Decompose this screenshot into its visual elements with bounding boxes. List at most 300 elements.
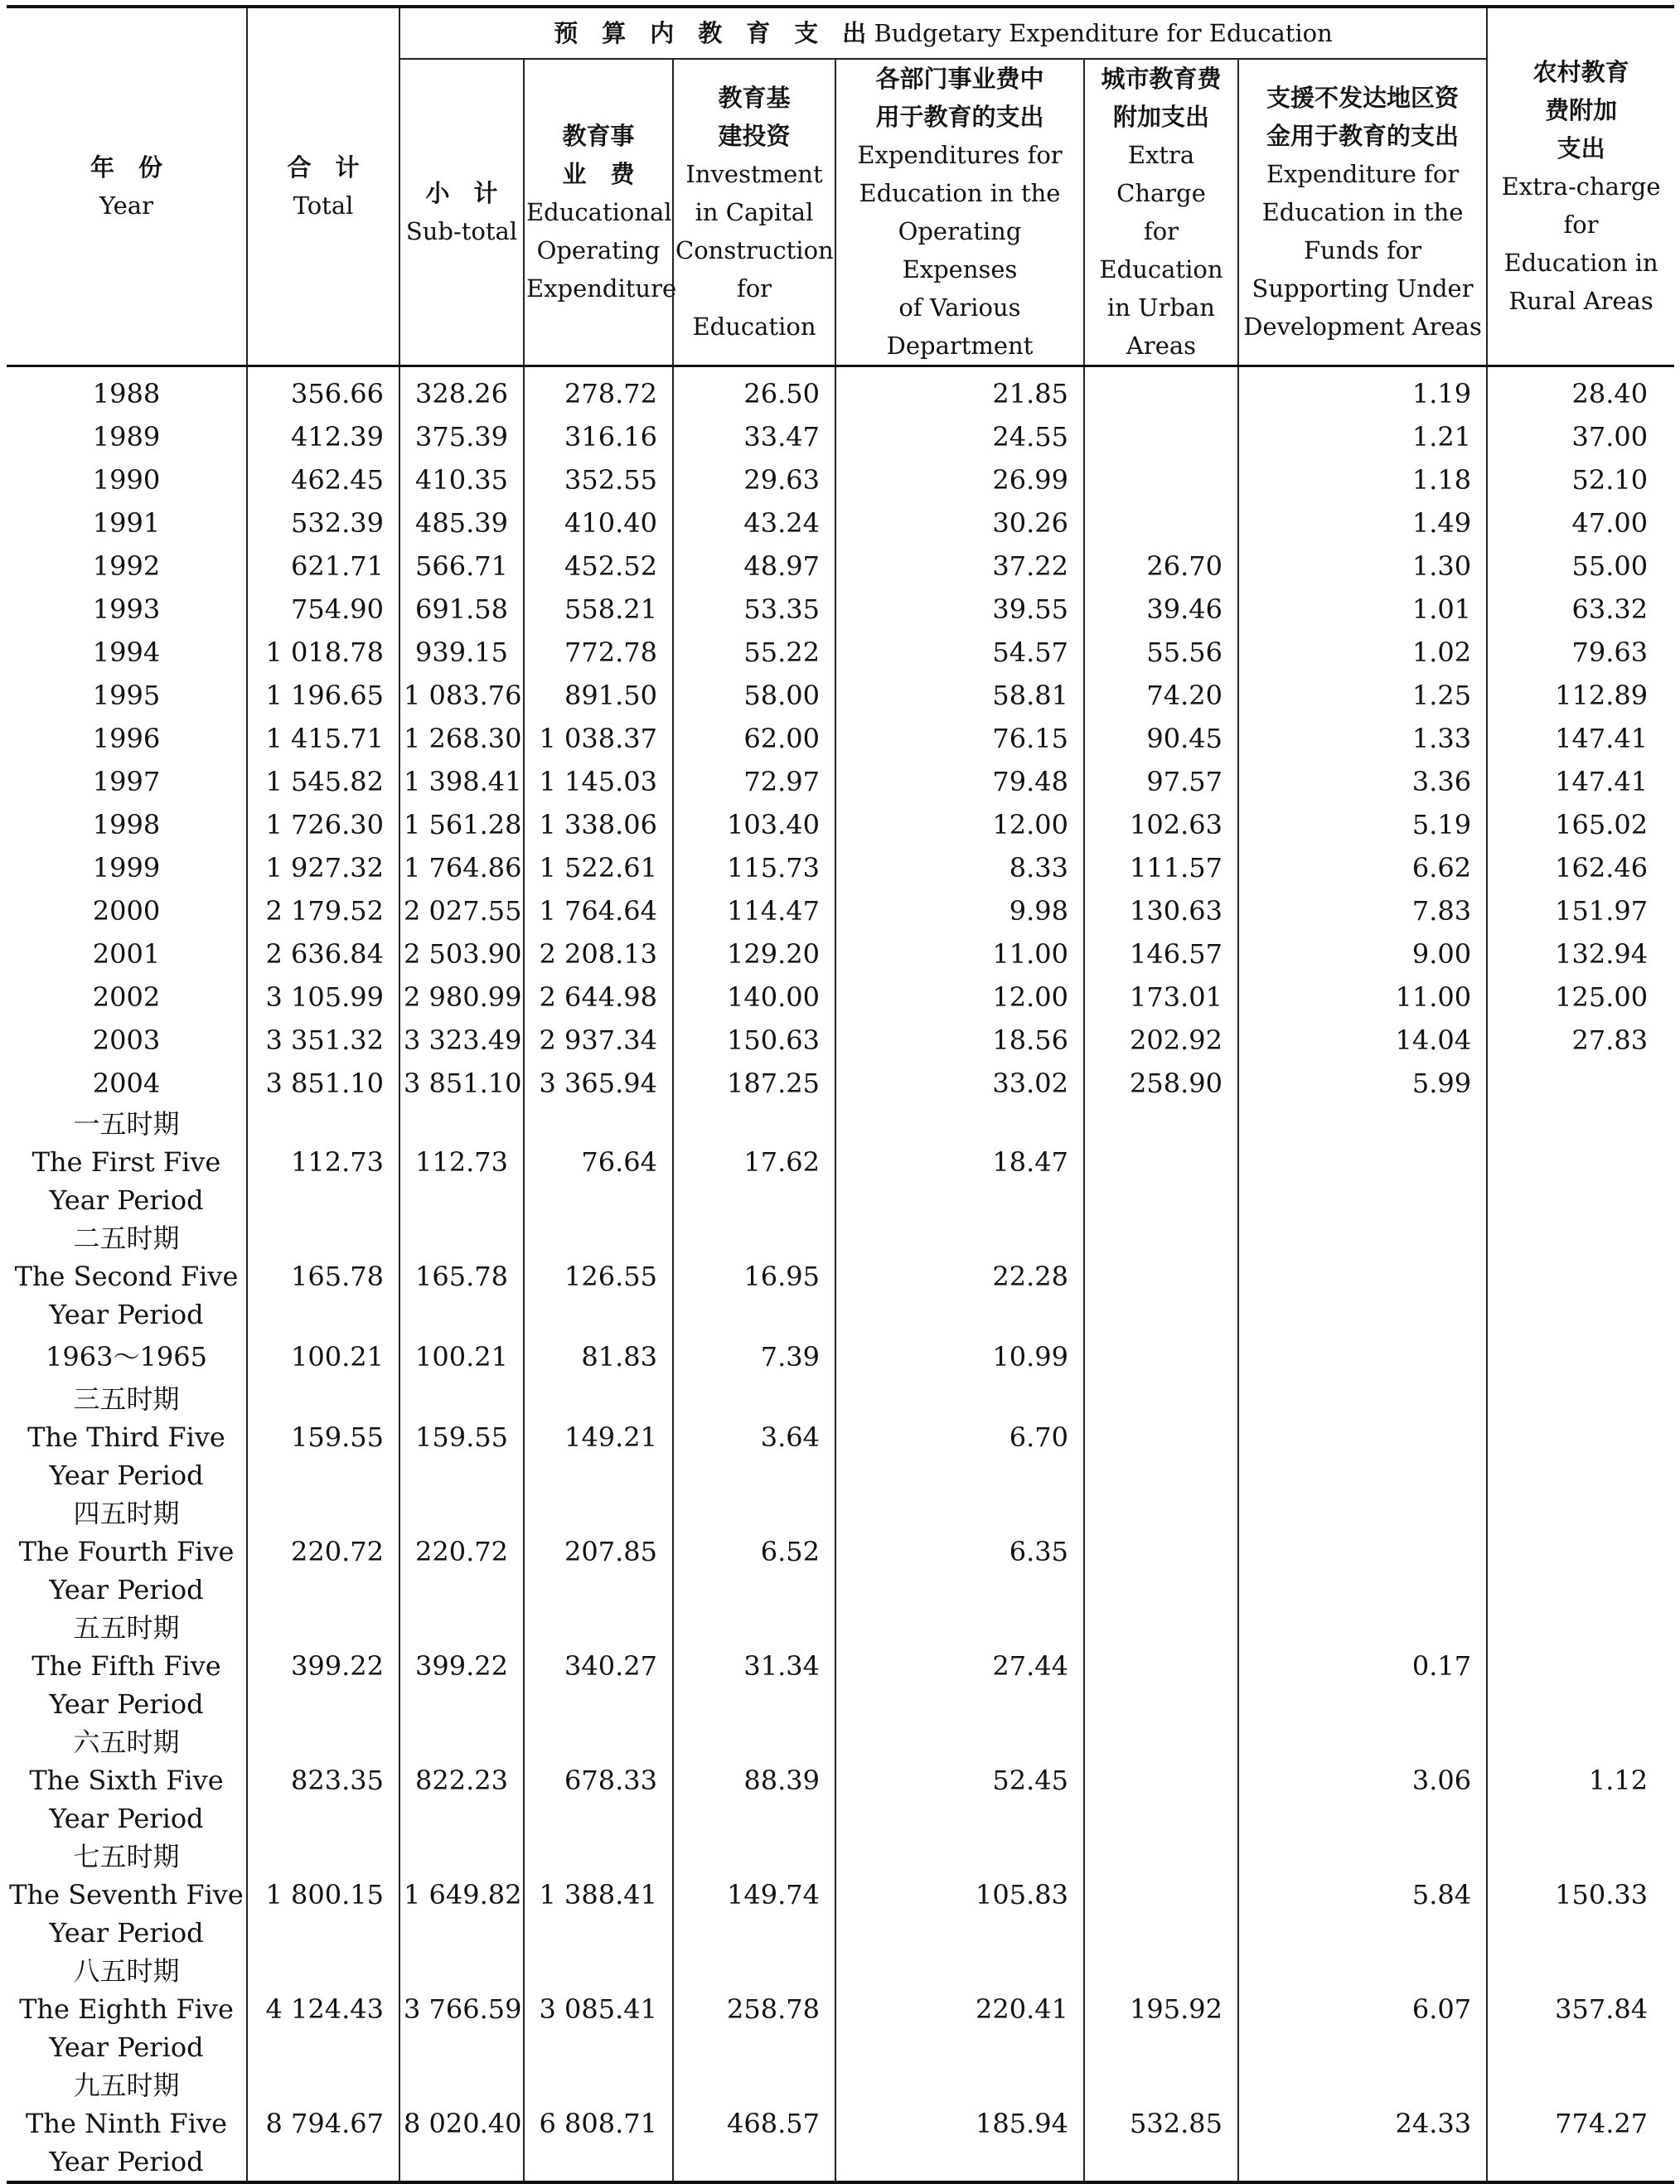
header-rural-zh3: 支出: [1557, 134, 1605, 162]
table-row: [7, 366, 1674, 416]
cell-value: 159.55: [247, 1380, 399, 1494]
table-row: [7, 1609, 1674, 1723]
cell-value: 220.41: [835, 1952, 1084, 2066]
cell-value: 29.63: [673, 458, 835, 501]
table-row: [7, 1380, 1674, 1494]
cell-value: 410.40: [524, 501, 673, 545]
header-operating-en3: Expenditure: [526, 274, 677, 303]
cell-value: 3 851.10: [399, 1062, 524, 1105]
table-row: [7, 501, 1674, 545]
cell-value: 1 083.76: [399, 674, 524, 717]
row-period-label: [7, 1952, 247, 2066]
cell-value: 8 794.67: [247, 2066, 399, 2182]
cell-value: 356.66: [247, 366, 399, 416]
cell-value: 1 764.64: [524, 889, 673, 932]
cell-value: 53.35: [673, 588, 835, 631]
cell-value: 258.78: [673, 1952, 835, 2066]
cell-value: 17.62: [673, 1105, 835, 1219]
cell-value: [1084, 458, 1238, 501]
header-year: [7, 7, 247, 366]
cell-value: 3 851.10: [247, 1062, 399, 1105]
cell-value: [1238, 1219, 1487, 1334]
cell-value: 11.00: [835, 932, 1084, 976]
cell-value: 2 208.13: [524, 932, 673, 976]
cell-value: [1487, 1609, 1674, 1723]
header-urban-zh2: 附加支出: [1112, 103, 1209, 131]
cell-value: 173.01: [1084, 976, 1238, 1019]
header-subtotal-zh: 小 计: [425, 179, 498, 207]
cell-value: 3 365.94: [524, 1062, 673, 1105]
cell-value: 37.00: [1487, 415, 1674, 458]
cell-value: 6.62: [1238, 846, 1487, 889]
table-row: [7, 717, 1674, 760]
cell-value: 187.25: [673, 1062, 835, 1105]
cell-value: 111.57: [1084, 846, 1238, 889]
cell-value: 1 018.78: [247, 631, 399, 674]
header-rural-en2: for: [1563, 211, 1599, 239]
cell-value: 3 766.59: [399, 1952, 524, 2066]
cell-value: [1084, 366, 1238, 416]
period-label-en2: Year Period: [49, 1184, 204, 1216]
cell-value: 195.92: [1084, 1952, 1238, 2066]
cell-value: 822.23: [399, 1723, 524, 1838]
header-underdeveloped-en3: Funds for: [1303, 236, 1422, 264]
cell-value: 114.47: [673, 889, 835, 932]
cell-value: 27.83: [1487, 1019, 1674, 1062]
cell-value: 3.64: [673, 1380, 835, 1494]
cell-value: [1487, 1380, 1674, 1494]
header-departments-en1: Expenditures for: [857, 141, 1063, 169]
cell-value: [1238, 1334, 1487, 1380]
cell-value: 3 323.49: [399, 1019, 524, 1062]
cell-value: 151.97: [1487, 889, 1674, 932]
cell-value: 202.92: [1084, 1019, 1238, 1062]
cell-value: [1084, 1494, 1238, 1609]
cell-value: [1084, 1380, 1238, 1494]
cell-value: 150.63: [673, 1019, 835, 1062]
cell-value: 410.35: [399, 458, 524, 501]
cell-value: 24.55: [835, 415, 1084, 458]
period-label-en1: The First Five: [31, 1146, 221, 1178]
cell-value: 462.45: [247, 458, 399, 501]
cell-value: 3.36: [1238, 760, 1487, 803]
row-year: 1999: [7, 846, 247, 889]
cell-value: 24.33: [1238, 2066, 1487, 2182]
cell-value: 1 338.06: [524, 803, 673, 846]
cell-value: 754.90: [247, 588, 399, 631]
cell-value: 88.39: [673, 1723, 835, 1838]
cell-value: 0.17: [1238, 1609, 1487, 1723]
cell-value: 2 179.52: [247, 889, 399, 932]
header-underdeveloped-en4: Supporting Under: [1252, 274, 1474, 303]
cell-value: 31.34: [673, 1609, 835, 1723]
cell-value: 26.70: [1084, 545, 1238, 588]
period-label-en1: The Eighth Five: [19, 1993, 234, 2025]
cell-value: 165.78: [247, 1219, 399, 1334]
cell-value: 532.85: [1084, 2066, 1238, 2182]
table-row: [7, 1219, 1674, 1334]
table-row: [7, 803, 1674, 846]
row-year: 2001: [7, 932, 247, 976]
cell-value: 165.02: [1487, 803, 1674, 846]
cell-value: 1 415.71: [247, 717, 399, 760]
row-year: 1996: [7, 717, 247, 760]
cell-value: 74.20: [1084, 674, 1238, 717]
cell-value: 162.46: [1487, 846, 1674, 889]
cell-value: [1487, 1062, 1674, 1105]
cell-value: 4 124.43: [247, 1952, 399, 2066]
period-label-en2: Year Period: [49, 1299, 204, 1330]
cell-value: [1084, 1723, 1238, 1838]
cell-value: 5.19: [1238, 803, 1487, 846]
header-departments-en4: of Various: [898, 293, 1021, 322]
table-row: [7, 976, 1674, 1019]
row-period-label: [7, 1723, 247, 1838]
period-label-en2: Year Period: [49, 2031, 204, 2063]
row-year: 1988: [7, 366, 247, 416]
cell-value: 47.00: [1487, 501, 1674, 545]
cell-value: 2 644.98: [524, 976, 673, 1019]
cell-value: 12.00: [835, 976, 1084, 1019]
cell-value: 2 027.55: [399, 889, 524, 932]
row-period-label: [7, 1494, 247, 1609]
period-label-zh: 一五时期: [73, 1108, 180, 1140]
header-year-zh: 年 份: [90, 153, 162, 182]
cell-value: 55.00: [1487, 545, 1674, 588]
header-capital: [673, 59, 835, 366]
cell-value: 112.73: [399, 1105, 524, 1219]
cell-value: 939.15: [399, 631, 524, 674]
cell-value: 105.83: [835, 1838, 1084, 1952]
table-row: [7, 932, 1674, 976]
cell-value: 140.00: [673, 976, 835, 1019]
cell-value: [1084, 1334, 1238, 1380]
period-label-en2: Year Period: [49, 1460, 204, 1491]
cell-value: [1084, 1219, 1238, 1334]
cell-value: 52.10: [1487, 458, 1674, 501]
cell-value: 43.24: [673, 501, 835, 545]
row-year: 2003: [7, 1019, 247, 1062]
cell-value: 468.57: [673, 2066, 835, 2182]
cell-value: 62.00: [673, 717, 835, 760]
cell-value: 33.02: [835, 1062, 1084, 1105]
row-year: 1998: [7, 803, 247, 846]
cell-value: 28.40: [1487, 366, 1674, 416]
period-label-en1: The Fourth Five: [18, 1536, 235, 1567]
cell-value: 1.01: [1238, 588, 1487, 631]
cell-value: 8 020.40: [399, 2066, 524, 2182]
header-urban-en1: Extra Charge: [1116, 141, 1206, 207]
cell-value: 100.21: [247, 1334, 399, 1380]
header-operating: [524, 59, 677, 366]
cell-value: 823.35: [247, 1723, 399, 1838]
header-rural-en3: Education in: [1503, 249, 1658, 277]
cell-value: [1487, 1219, 1674, 1334]
header-operating-en1: Educational: [526, 198, 672, 226]
header-total-zh: 合 计: [287, 153, 360, 182]
cell-value: 352.55: [524, 458, 673, 501]
cell-value: 1.19: [1238, 366, 1487, 416]
cell-value: 48.97: [673, 545, 835, 588]
row-year: 1997: [7, 760, 247, 803]
cell-value: 2 937.34: [524, 1019, 673, 1062]
header-departments-zh1: 各部门事业费中: [875, 65, 1044, 93]
cell-value: 1 038.37: [524, 717, 673, 760]
header-capital-en2: in Capital: [695, 198, 814, 226]
cell-value: 165.78: [399, 1219, 524, 1334]
cell-value: 399.22: [247, 1609, 399, 1723]
cell-value: 125.00: [1487, 976, 1674, 1019]
row-period-label: [7, 1334, 247, 1380]
header-urban: [1084, 59, 1238, 366]
header-rural-en4: Rural Areas: [1508, 287, 1653, 315]
cell-value: 2 503.90: [399, 932, 524, 976]
cell-value: 6.07: [1238, 1952, 1487, 2066]
period-label-en2: Year Period: [49, 1803, 204, 1834]
cell-value: [1487, 1494, 1674, 1609]
table-row: [7, 631, 1674, 674]
header-subtotal: [399, 59, 524, 366]
cell-value: 79.48: [835, 760, 1084, 803]
cell-value: 220.72: [247, 1494, 399, 1609]
cell-value: 72.97: [673, 760, 835, 803]
row-year: 1992: [7, 545, 247, 588]
cell-value: 58.00: [673, 674, 835, 717]
period-label-en2: Year Period: [49, 1917, 204, 1949]
cell-value: 1.02: [1238, 631, 1487, 674]
cell-value: 37.22: [835, 545, 1084, 588]
cell-value: 26.50: [673, 366, 835, 416]
header-underdeveloped: [1238, 59, 1487, 366]
cell-value: 1 800.15: [247, 1838, 399, 1952]
cell-value: 1 545.82: [247, 760, 399, 803]
period-label-zh: 二五时期: [73, 1223, 180, 1254]
cell-value: 103.40: [673, 803, 835, 846]
cell-value: 147.41: [1487, 760, 1674, 803]
cell-value: 1 196.65: [247, 674, 399, 717]
cell-value: 5.84: [1238, 1838, 1487, 1952]
row-year: 2002: [7, 976, 247, 1019]
cell-value: 316.16: [524, 415, 673, 458]
cell-value: 26.99: [835, 458, 1084, 501]
table-body: [7, 366, 1674, 2183]
cell-value: 1.30: [1238, 545, 1487, 588]
cell-value: 76.64: [524, 1105, 673, 1219]
cell-value: [1084, 501, 1238, 545]
table-row: [7, 415, 1674, 458]
cell-value: 1 388.41: [524, 1838, 673, 1952]
cell-value: 100.21: [399, 1334, 524, 1380]
header-urban-en3: in Urban: [1106, 293, 1215, 322]
cell-value: [1084, 1609, 1238, 1723]
period-label-en1: The Ninth Five: [26, 2108, 227, 2139]
table-row: [7, 889, 1674, 932]
table-row: [7, 846, 1674, 889]
cell-value: 149.21: [524, 1380, 673, 1494]
header-budgetary-group-zh: 预 算 内 教 育 支 出: [554, 19, 867, 47]
cell-value: 3 105.99: [247, 976, 399, 1019]
cell-value: 1 927.32: [247, 846, 399, 889]
header-total: [247, 7, 399, 366]
cell-value: 2 636.84: [247, 932, 399, 976]
cell-value: 112.89: [1487, 674, 1674, 717]
table-row: [7, 1723, 1674, 1838]
table-row: [7, 760, 1674, 803]
cell-value: [1238, 1380, 1487, 1494]
cell-value: [1238, 1494, 1487, 1609]
row-period-label: [7, 1838, 247, 1952]
cell-value: 2 980.99: [399, 976, 524, 1019]
cell-value: 1 398.41: [399, 760, 524, 803]
cell-value: 52.45: [835, 1723, 1084, 1838]
cell-value: 90.45: [1084, 717, 1238, 760]
header-urban-en2: for Education: [1099, 217, 1223, 283]
cell-value: 39.55: [835, 588, 1084, 631]
period-label-en1: The Fifth Five: [31, 1650, 221, 1682]
row-year: 1991: [7, 501, 247, 545]
header-operating-zh1: 教育事: [562, 122, 635, 150]
cell-value: 774.27: [1487, 2066, 1674, 2182]
header-underdeveloped-en2: Education in the: [1261, 198, 1464, 226]
period-label-zh: 三五时期: [73, 1383, 180, 1415]
row-year: 2000: [7, 889, 247, 932]
cell-value: 1.21: [1238, 415, 1487, 458]
header-urban-en4: Areas: [1126, 332, 1197, 360]
header-departments-en5: Department: [886, 332, 1034, 360]
period-label-en2: Year Period: [49, 2146, 204, 2177]
cell-value: 76.15: [835, 717, 1084, 760]
header-operating-zh2: 业 费: [562, 160, 635, 188]
cell-value: 54.57: [835, 631, 1084, 674]
cell-value: [1084, 1838, 1238, 1952]
cell-value: 207.85: [524, 1494, 673, 1609]
header-urban-zh1: 城市教育费: [1101, 65, 1222, 93]
period-label-en2: Year Period: [49, 1688, 204, 1720]
cell-value: 3.06: [1238, 1723, 1487, 1838]
table-row: [7, 545, 1674, 588]
cell-value: 1 764.86: [399, 846, 524, 889]
cell-value: 146.57: [1084, 932, 1238, 976]
cell-value: 1.18: [1238, 458, 1487, 501]
period-label-zh: 四五时期: [73, 1498, 180, 1529]
cell-value: 357.84: [1487, 1952, 1674, 2066]
cell-value: 12.00: [835, 803, 1084, 846]
cell-value: 22.28: [835, 1219, 1084, 1334]
cell-value: 147.41: [1487, 717, 1674, 760]
header-underdeveloped-zh1: 支援不发达地区资: [1266, 84, 1460, 112]
row-period-label: [7, 1609, 247, 1723]
cell-value: 27.44: [835, 1609, 1084, 1723]
cell-value: 340.27: [524, 1609, 673, 1723]
cell-value: 10.99: [835, 1334, 1084, 1380]
cell-value: 5.99: [1238, 1062, 1487, 1105]
cell-value: 149.74: [673, 1838, 835, 1952]
cell-value: 63.32: [1487, 588, 1674, 631]
row-year: 1994: [7, 631, 247, 674]
period-label-zh: 七五时期: [73, 1841, 180, 1872]
cell-value: 39.46: [1084, 588, 1238, 631]
period-label-en1: The Seventh Five: [9, 1879, 244, 1910]
table-row: [7, 458, 1674, 501]
cell-value: 558.21: [524, 588, 673, 631]
table-row: [7, 1105, 1674, 1219]
cell-value: 7.83: [1238, 889, 1487, 932]
header-capital-zh1: 教育基: [718, 84, 791, 112]
period-label-en1: 1963～1965: [46, 1341, 207, 1373]
header-departments-en2: Education in the: [859, 179, 1061, 207]
header-rural-zh2: 费附加: [1545, 96, 1618, 124]
period-label-zh: 五五时期: [73, 1612, 180, 1644]
cell-value: 18.56: [835, 1019, 1084, 1062]
cell-value: 9.98: [835, 889, 1084, 932]
cell-value: 159.55: [399, 1380, 524, 1494]
cell-value: 112.73: [247, 1105, 399, 1219]
cell-value: 1 726.30: [247, 803, 399, 846]
header-departments-en3: Operating Expenses: [898, 217, 1022, 283]
header-rural-zh1: 农村教育: [1532, 58, 1629, 86]
cell-value: 1 522.61: [524, 846, 673, 889]
cell-value: 1.25: [1238, 674, 1487, 717]
cell-value: 258.90: [1084, 1062, 1238, 1105]
cell-value: 97.57: [1084, 760, 1238, 803]
period-label-en2: Year Period: [49, 1574, 204, 1605]
cell-value: 30.26: [835, 501, 1084, 545]
period-label-en1: The Sixth Five: [29, 1765, 224, 1796]
period-label-zh: 九五时期: [73, 2070, 180, 2101]
cell-value: 412.39: [247, 415, 399, 458]
cell-value: 691.58: [399, 588, 524, 631]
cell-value: 132.94: [1487, 932, 1674, 976]
period-label-en1: The Second Five: [14, 1261, 239, 1292]
cell-value: 18.47: [835, 1105, 1084, 1219]
row-period-label: [7, 2066, 247, 2182]
header-budgetary-group: [399, 7, 1487, 59]
cell-value: 14.04: [1238, 1019, 1487, 1062]
header-underdeveloped-zh2: 金用于教育的支出: [1266, 122, 1460, 150]
header-capital-en4: for: [736, 274, 772, 303]
cell-value: 278.72: [524, 366, 673, 416]
row-year: 1993: [7, 588, 247, 631]
header-total-en: Total: [293, 191, 354, 220]
cell-value: 55.56: [1084, 631, 1238, 674]
cell-value: 150.33: [1487, 1838, 1674, 1952]
table-row: [7, 1062, 1674, 1105]
header-rural: [1487, 7, 1674, 366]
cell-value: 9.00: [1238, 932, 1487, 976]
table-row: [7, 588, 1674, 631]
row-period-label: [7, 1105, 247, 1219]
table-row: [7, 1334, 1674, 1380]
cell-value: 185.94: [835, 2066, 1084, 2182]
header-departments-zh2: 用于教育的支出: [875, 103, 1044, 131]
cell-value: 485.39: [399, 501, 524, 545]
cell-value: 33.47: [673, 415, 835, 458]
table-row: [7, 1494, 1674, 1609]
period-label-zh: 六五时期: [73, 1726, 180, 1758]
row-year: 2004: [7, 1062, 247, 1105]
table-row: [7, 674, 1674, 717]
cell-value: 21.85: [835, 366, 1084, 416]
cell-value: 621.71: [247, 545, 399, 588]
cell-value: 1 561.28: [399, 803, 524, 846]
cell-value: 58.81: [835, 674, 1084, 717]
row-year: 1995: [7, 674, 247, 717]
period-label-zh: 八五时期: [73, 1955, 180, 1987]
cell-value: 8.33: [835, 846, 1084, 889]
table-row: [7, 1019, 1674, 1062]
cell-value: 3 085.41: [524, 1952, 673, 2066]
header-year-en: Year: [99, 191, 153, 220]
